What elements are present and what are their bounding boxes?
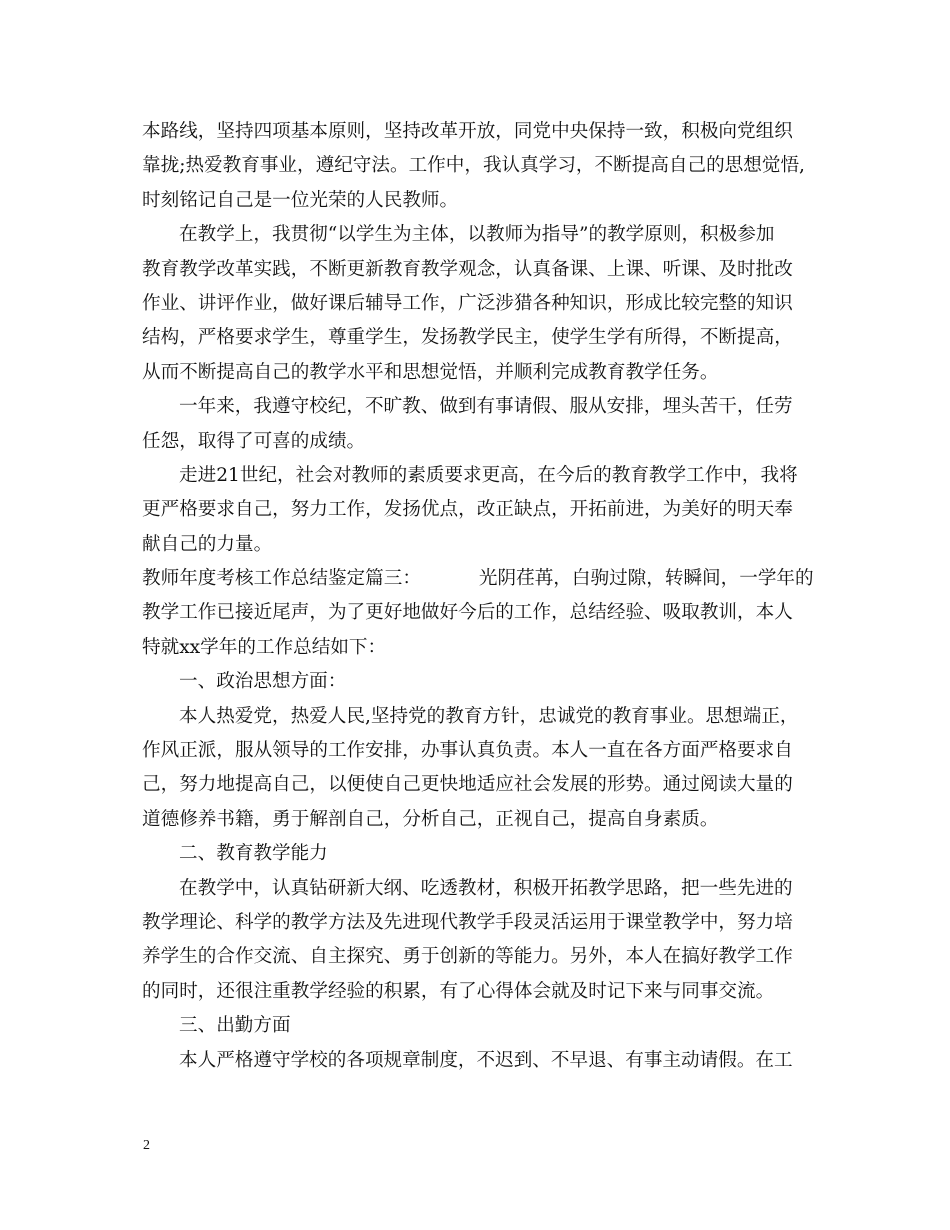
text-line: 本路线，坚持四项基本原则，坚持改革开放，同党中央保持一致，积极向党组织 [142,121,793,142]
text-line: 教学工作已接近尾声，为了更好地做好今后的工作，总结经验、吸取教训，本人 [142,602,793,624]
text-line: 作风正派，服从领导的工作安排，办事认真负责。本人一直在各方面严格要求自 [142,740,793,762]
text-line: 教育教学改革实践，不断更新教育教学观念，认真备课、上课、听课、及时批改 [142,258,793,280]
text-line: 作业、讲评作业，做好课后辅导工作，广泛涉猎各种知识，形成比较完整的知识 [142,292,793,314]
section-opening-text: 光阴荏苒，白驹过隙，转瞬间，一学年的 [478,568,814,590]
document-body [142,115,814,1078]
text-line: 养学生的合作交流、自主探究、勇于创新的等能力。另外，本人在搞好教学工作 [142,946,793,968]
text-line: 教学理论、科学的教学方法及先进现代教学手段灵活运用于课堂教学中，努力培 [142,911,793,933]
paragraph-start-line: 在教学中，认真钻研新大纲、吃透教材，积极开拓教学思路，把一些先进的 [179,877,793,899]
text-line: 更严格要求自己，努力工作，发扬优点，改正缺点，开拓前进，为美好的明天奉 [142,499,793,521]
subheading: 二、教育教学能力 [179,843,328,865]
paragraph-start-line: 本人严格遵守学校的各项规章制度，不迟到、不早退、有事主动请假。在工 [179,1049,793,1071]
subheading: 一、政治思想方面： [179,671,347,693]
page-number: 2 [143,1138,150,1153]
paragraph-start-line: 一年来，我遵守校纪，不旷教、做到有事请假、服从安排，埋头苦干，任劳 [179,396,793,418]
paragraph-start-line: 走进21世纪，社会对教师的素质要求更高，在今后的教育教学工作中，我将 [179,464,798,486]
text-line: 己，努力地提高自己，以便使自己更快地适应社会发展的形势。通过阅读大量的 [142,774,793,796]
subheading: 三、出勤方面 [179,1015,291,1037]
text-line: 任怨，取得了可喜的成绩。 [142,430,366,452]
text-line: 结构，严格要求学生，尊重学生，发扬教学民主，使学生学有所得，不断提高， [142,327,793,349]
section-heading-line [142,562,814,596]
text-line: 特就xx学年的工作总结如下： [142,636,387,658]
paragraph-start-line: 在教学上，我贯彻“以学生为主体，以教师为指导”的教学原则，积极参加 [179,224,775,246]
text-line: 献自己的力量。 [142,533,273,555]
text-line: 道德修养书籍，勇于解剖自己，分析自己，正视自己，提高自身素质。 [142,808,719,830]
text-line: 时刻铭记自己是一位光荣的人民教师。 [142,189,459,211]
paragraph-start-line: 本人热爱党，热爱人民,坚持党的教育方针，忠诚党的教育事业。思想端正， [179,705,799,727]
section-title: 教师年度考核工作总结鉴定篇三： [142,568,421,590]
text-line: 靠拢;热爱教育事业，遵纪守法。工作中，我认真学习，不断提高自己的思想觉悟, [142,155,805,177]
text-line: 的同时，还很注重教学经验的积累，有了心得体会就及时记下来与同事交流。 [142,980,775,1002]
text-line: 从而不断提高自己的教学水平和思想觉悟，并顺利完成教育教学任务。 [142,361,719,383]
